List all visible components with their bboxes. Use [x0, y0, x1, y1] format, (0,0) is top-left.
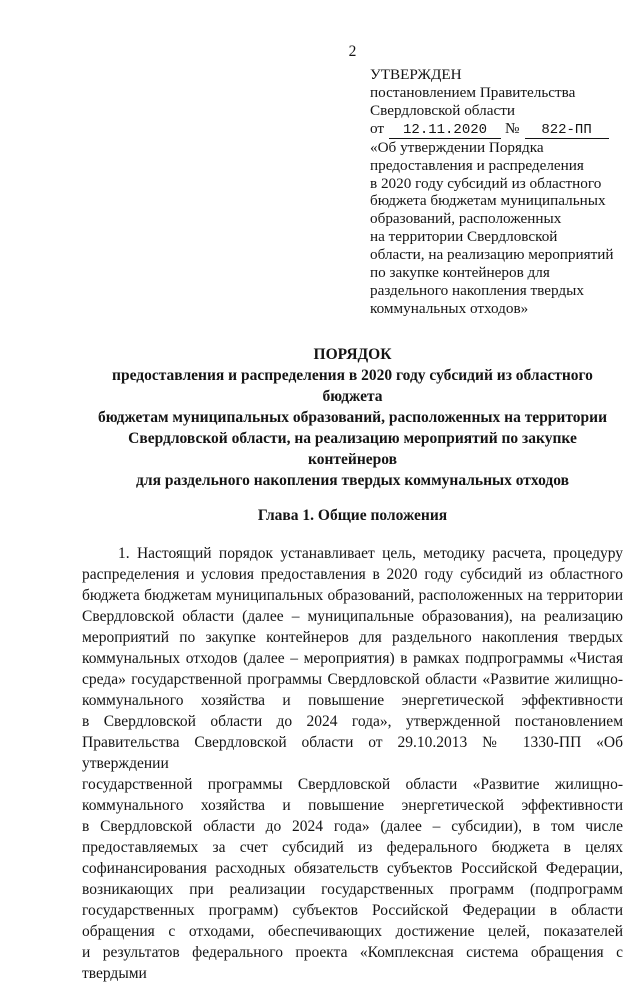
body-line: государственной программы Свердловской области «Развитие жилищно-: [82, 775, 623, 793]
approval-subject-line: предоставления и распределения: [370, 156, 584, 174]
approval-status: УТВЕРЖДЕН: [370, 66, 462, 83]
body-line: Свердловской области (далее – муниципальные образования), на реализацию: [82, 607, 623, 625]
body-line: бюджета бюджетам муниципальных образований, расположенных на территории: [82, 586, 623, 604]
body-line: коммунального хозяйства и повышение энергетической эффективности: [82, 796, 623, 814]
body-line: возникающих при реализации государственных программ (подпрограмм: [82, 880, 623, 898]
approval-subject-line: на территории Свердловской: [370, 228, 558, 246]
body-line: мероприятий по закупке контейнеров для раздельного накопления твердых: [82, 628, 623, 646]
approval-subject-line: области, на реализацию мероприятий: [370, 246, 614, 264]
body-line: софинансирования расходных обязательств субъектов Российской Федерации,: [82, 859, 623, 877]
approval-subject-line: коммунальных отходов»: [370, 299, 529, 317]
body-line: в Свердловской области до 2024 года» (далее – субсидии), в том числе: [82, 817, 623, 835]
approval-subject-line: в 2020 году субсидий из областного: [370, 174, 602, 192]
body-line: государственных программ) субъектов Российской Федерации в области: [82, 901, 623, 919]
title-line: для раздельного накопления твердых коммунальных отходов: [136, 471, 569, 489]
body-line: среда» государственной программы Свердловской области «Развитие жилищно-: [82, 670, 623, 688]
page-number: 2: [348, 43, 357, 60]
body-line: в Свердловской области до 2024 года», утвержденной постановлением: [82, 712, 623, 730]
body-line: обращения с отходами, обеспечивающих достижение целей, показателей: [82, 922, 623, 940]
title-line: Свердловской области, на реализацию мероприятий по закупке контейнеров: [128, 429, 577, 468]
body-line: 1. Настоящий порядок устанавливает цель, методику расчета, процедуру: [118, 544, 623, 562]
approval-line: постановлением Правительства: [370, 83, 576, 101]
date-underline-field: 12.11.2020: [389, 123, 501, 139]
date-label: от: [370, 119, 385, 137]
title-line: бюджетам муниципальных образований, расположенных на территории: [97, 408, 608, 426]
title-line: предоставления и распределения в 2020 году субсидий из областного бюджета: [112, 366, 593, 405]
number-label: №: [505, 119, 520, 137]
body-paragraph: [82, 543, 623, 984]
approval-subject-line: раздельного накопления твердых: [370, 281, 584, 299]
number-underline-field: 822-ПП: [525, 123, 609, 139]
document-title: [82, 344, 623, 491]
body-line: и результатов федерального проекта «Комплексная система обращения с твердыми: [82, 943, 623, 982]
chapter-heading: Глава 1. Общие положения: [257, 506, 448, 524]
approval-block: [370, 66, 626, 318]
body-line: распределения и условия предоставления в 2020 году субсидий из областного: [82, 565, 623, 583]
approval-subject-line: «Об утверждении Порядка: [370, 138, 544, 156]
body-line: коммунального хозяйства и повышение энергетической эффективности: [82, 691, 623, 709]
approval-date-number-line: [370, 120, 626, 139]
approval-subject-line: образований, расположенных: [370, 210, 562, 228]
approval-subject-line: бюджета бюджетам муниципальных: [370, 192, 606, 210]
body-line: предоставляемых за счет субсидий из федерального бюджета в целях: [82, 838, 623, 856]
body-line: коммунальных отходов (далее – мероприятия) в рамках подпрограммы «Чистая: [82, 649, 623, 667]
title-line: ПОРЯДОК: [313, 345, 392, 363]
approval-line: Свердловской области: [370, 101, 515, 119]
approval-subject-line: по закупке контейнеров для: [370, 264, 550, 282]
body-line: Правительства Свердловской области от 29.10.2013 № 1330-ПП «Об утверждении: [82, 733, 623, 772]
